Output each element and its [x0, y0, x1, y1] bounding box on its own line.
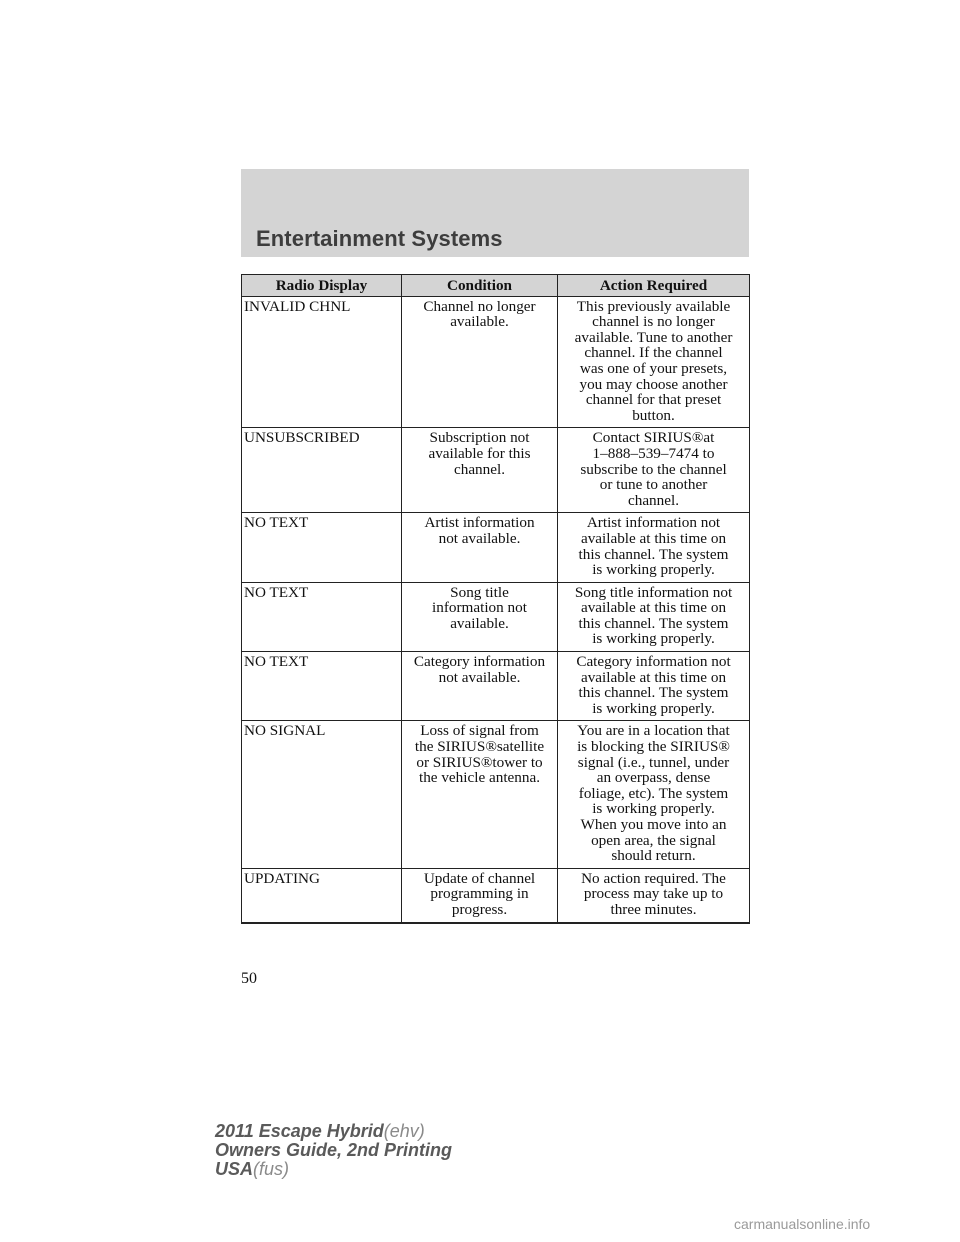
- table-row: [242, 582, 750, 651]
- table-header-row: [242, 275, 750, 297]
- cell-condition: Artist information not available.: [402, 513, 558, 582]
- cell-radio-display: UNSUBSCRIBED: [242, 428, 402, 513]
- footer-printing: Owners Guide, 2nd Printing: [215, 1140, 453, 1160]
- cell-condition: Channel no longer available.: [402, 296, 558, 428]
- cell-radio-display: NO TEXT: [242, 513, 402, 582]
- table-row: [242, 296, 750, 428]
- cell-action-required: You are in a location that is blocking the SIRIUS® signal (i.e., tunnel, under an overpass, dense foliage, etc). The system is working properly. When you move into an open area, the signal should return.: [558, 721, 750, 868]
- footer-market-code: (fus): [253, 1159, 290, 1179]
- cell-condition: Update of channel programming in progress.: [402, 868, 558, 922]
- footer-line-2: [215, 1141, 452, 1160]
- cell-radio-display: UPDATING: [242, 868, 402, 922]
- watermark-link[interactable]: carmanualsonline.info: [734, 1216, 871, 1232]
- column-header-radio-display: Radio Display: [242, 275, 402, 297]
- cell-condition: Loss of signal from the SIRIUS®satellite or SIRIUS®tower to the vehicle antenna.: [402, 721, 558, 868]
- cell-action-required: Category information not available at this time on this channel. The system is working properly.: [558, 652, 750, 721]
- cell-radio-display: NO TEXT: [242, 582, 402, 651]
- footer-line-3: [215, 1160, 452, 1179]
- footer-model-code: (ehv): [383, 1121, 425, 1141]
- cell-condition: Category information not available.: [402, 652, 558, 721]
- page-number: 50: [241, 970, 257, 987]
- footer-line-1: [215, 1122, 452, 1141]
- cell-action-required: This previously available channel is no longer available. Tune to another channel. If the channel was one of your presets, you may choose another channel for that preset button.: [558, 296, 750, 428]
- table-row: [242, 428, 750, 513]
- cell-radio-display: NO SIGNAL: [242, 721, 402, 868]
- column-header-condition: Condition: [402, 275, 558, 297]
- cell-radio-display: NO TEXT: [242, 652, 402, 721]
- column-header-action-required: Action Required: [558, 275, 750, 297]
- cell-action-required: Artist information not available at this time on this channel. The system is working properly.: [558, 513, 750, 582]
- cell-action-required: Song title information not available at this time on this channel. The system is working properly.: [558, 582, 750, 651]
- footer-model: 2011 Escape Hybrid: [215, 1121, 384, 1141]
- cell-action-required: Contact SIRIUS®at 1–888–539–7474 to subscribe to the channel or tune to another channel.: [558, 428, 750, 513]
- cell-condition: Subscription not available for this channel.: [402, 428, 558, 513]
- print-footer: [215, 1122, 452, 1179]
- cell-radio-display: INVALID CHNL: [242, 296, 402, 428]
- table-row: [242, 868, 750, 922]
- footer-market: USA: [215, 1159, 254, 1179]
- cell-action-required: No action required. The process may take up to three minutes.: [558, 868, 750, 922]
- table-row: [242, 513, 750, 582]
- cell-condition: Song title information not available.: [402, 582, 558, 651]
- table-row: [242, 721, 750, 868]
- section-title: Entertainment Systems: [256, 226, 503, 251]
- radio-display-table: [241, 274, 750, 924]
- table-row: [242, 652, 750, 721]
